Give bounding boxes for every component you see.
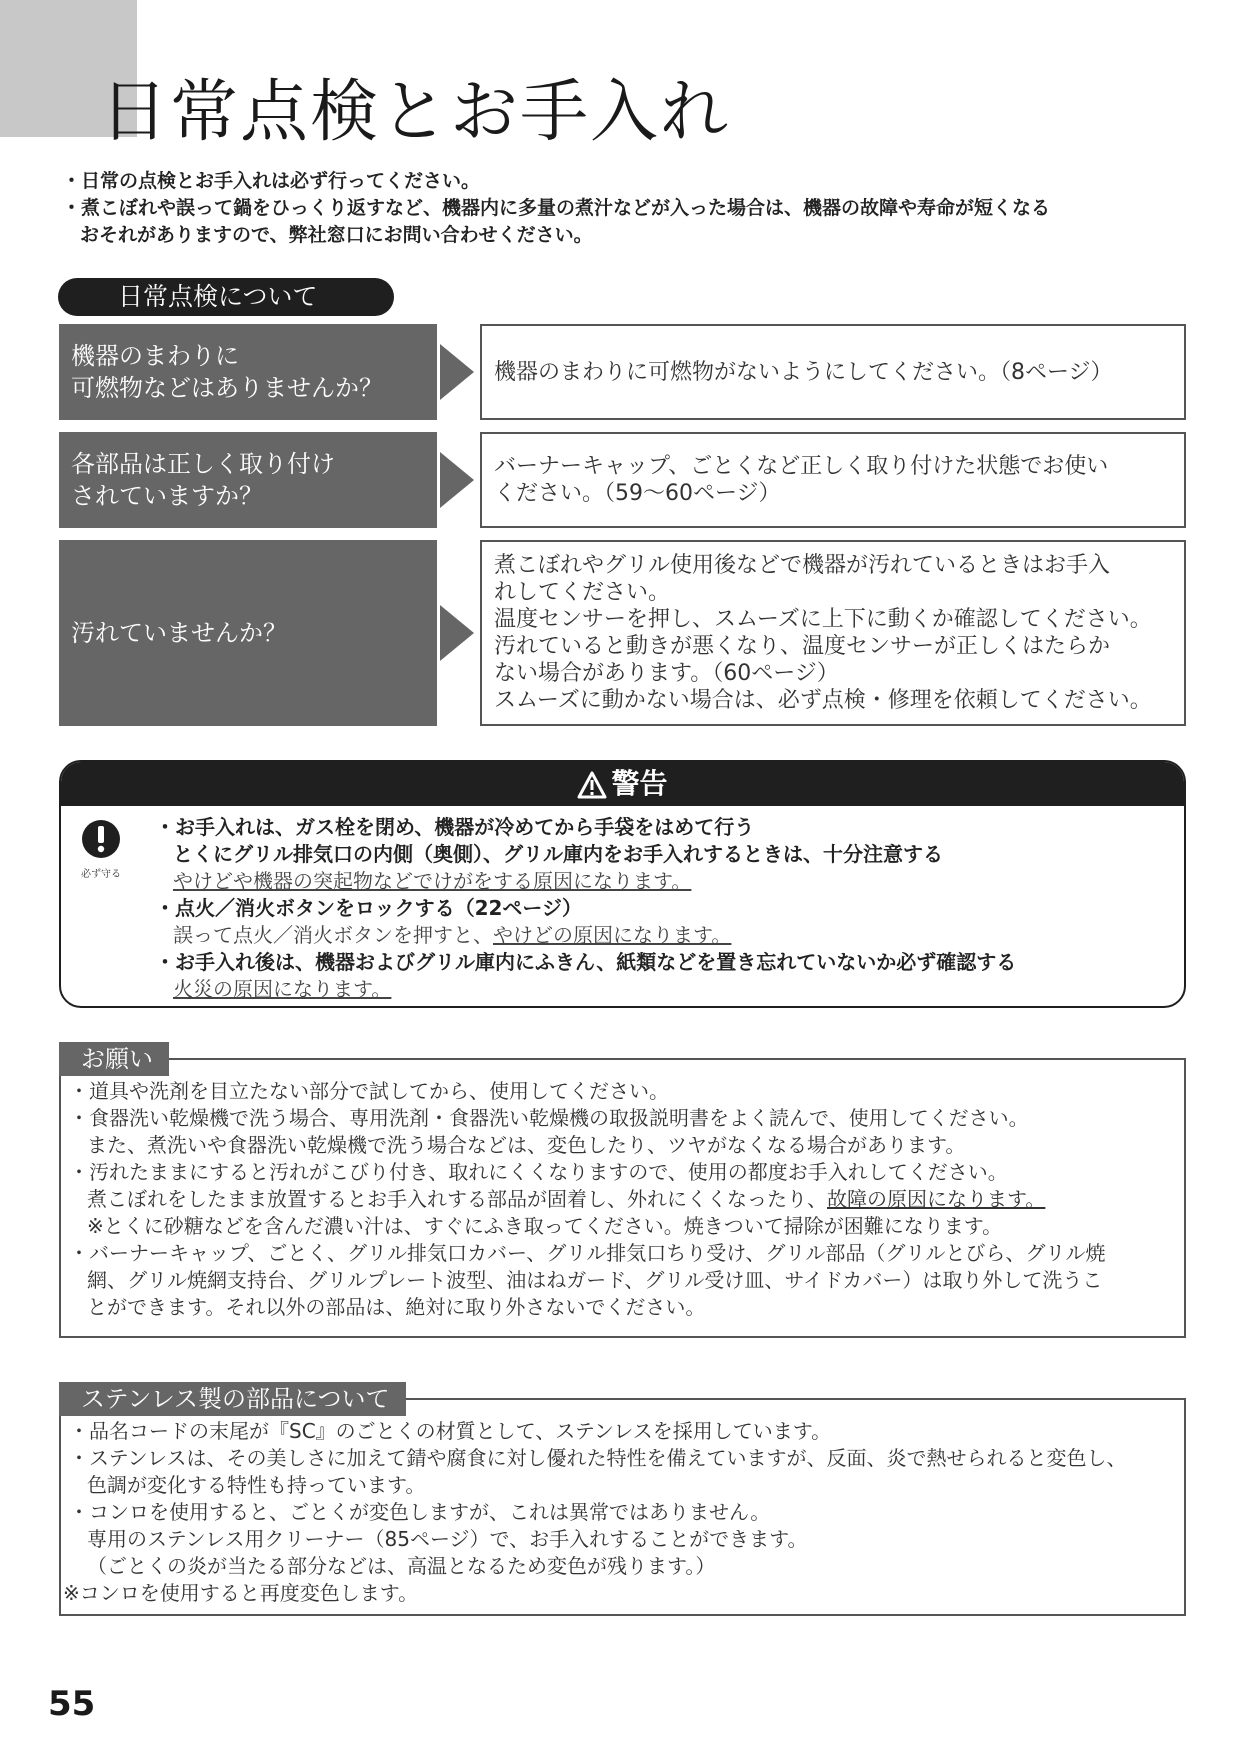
warning-note [155,976,1016,1003]
intro-line: ・日常の点検とお手入れは必ず行ってください。 [62,170,481,192]
answer-line: ない場合があります。（60ページ） [494,661,839,686]
intro-line: おそれがありますので、弊社窓口にお問い合わせください。 [80,224,593,246]
list-item: ・汚れたままにすると汚れがこびり付き、取れにくくなりますので、使用の都度お手入れしてください。 [69,1160,1008,1184]
answer-line: バーナーキャップ、ごとくなど正しく取り付けた状態でお使い [494,454,1109,479]
stuck-note-plain: 煮こぼれをしたまま放置するとお手入れする部品が固着し、外れにくくなったり、 [87,1187,827,1211]
exclamation-icon [81,819,121,859]
list-item: ・道具や洗剤を目立たない部分で試してから、使用してください。 [69,1079,669,1103]
warning-item: ・お手入れ後は、機器およびグリル庫内にふきん、紙類などを置き忘れていないか必ず確認する [155,950,1017,974]
section-rule [169,1058,1186,1060]
question-line: 汚れていませんか？ [71,619,287,647]
warning-header [61,762,1184,806]
check-answer [480,432,1186,528]
answer-line: れしてください。 [494,580,671,605]
arrow-right-icon [440,452,474,508]
warning-note-plain: 誤って点火／消火ボタンを押すと、 [173,923,493,947]
warning-note-underline: やけどの原因になります。 [493,923,732,947]
warning-note-underline: やけどや機器の突起物などでけがをする原因になります。 [173,869,692,893]
warning-body [155,814,1016,1003]
answer-line: ください。（59～60ページ） [494,481,781,506]
warning-title: 警告 [611,767,668,800]
list-item-cont: 専用のステンレス用クリーナー（85ページ）で、お手入れすることができます。 [87,1527,808,1551]
warning-item: ・点火／消火ボタンをロックする（22ページ） [155,896,583,920]
list-item-cont: ※とくに砂糖などを含んだ濃い汁は、すぐにふき取ってください。焼きついて掃除が困難になります。 [87,1214,1003,1238]
question-line: されていますか？ [71,482,263,510]
warning-note-underline: 火災の原因になります。 [173,977,392,1001]
must-follow-badge [79,819,123,880]
check-answer [480,540,1186,726]
daily-check-heading: 日常点検について [58,278,394,316]
stuck-note-underline: 故障の原因になります。 [827,1187,1046,1211]
list-item: ・食器洗い乾燥機で洗う場合、専用洗剤・食器洗い乾燥機の取扱説明書をよく読んで、使用してください。 [69,1106,1029,1130]
question-line: 機器のまわりに [71,342,239,370]
answer-line: 汚れていると動きが悪くなり、温度センサーが正しくはたらか [494,634,1111,659]
section-rule [406,1398,1186,1400]
answer-line: 機器のまわりに可燃物がないようにしてください。（8ページ） [494,359,1113,385]
intro-line: ・煮こぼれや誤って鍋をひっくり返すなど、機器内に多量の煮汁などが入った場合は、機器の故障や寿命が短くなる [62,197,1051,219]
request-list [69,1078,1174,1321]
list-item-cont: とができます。それ以外の部品は、絶対に取り外さないでください。 [87,1295,706,1319]
request-heading: お願い [59,1042,169,1076]
list-item-cont: （ごとくの炎が当たる部分などは、高温となるため変色が残ります。） [87,1554,716,1578]
check-question [59,540,437,726]
answer-line: 温度センサーを押し、スムーズに上下に動くか確認してください。 [494,607,1152,632]
must-follow-label: 必ず守る [81,869,121,880]
stainless-heading: ステンレス製の部品について [59,1382,406,1416]
answer-line: 煮こぼれやグリル使用後などで機器が汚れているときはお手入 [494,553,1111,578]
list-item: ・品名コードの末尾が『SC』のごとくの材質として、ステンレスを採用しています。 [69,1419,832,1443]
warning-box [59,760,1186,1008]
warning-item: ・お手入れは、ガス栓を閉め、機器が冷めてから手袋をはめて行う [155,815,755,839]
check-question [59,432,437,528]
warning-note [155,868,1016,895]
list-item-cont: また、煮洗いや食器洗い乾燥機で洗う場合などは、変色したり、ツヤがなくなる場合があります。 [87,1133,966,1157]
warning-item: とくにグリル排気口の内側（奥側）、グリル庫内をお手入れするときは、十分注意する [173,842,943,866]
check-answer [480,324,1186,420]
list-item: ※コンロを使用すると再度変色します。 [63,1581,419,1605]
check-question [59,324,437,420]
list-item: ・バーナーキャップ、ごとく、グリル排気口カバー、グリル排気口ちり受け、グリル部品（グリルとびら、グリル焼 [69,1241,1106,1265]
list-item: ・ステンレスは、その美しさに加えて錆や腐食に対し優れた特性を備えていますが、反面、炎で熱せられると変色し、 [69,1446,1127,1470]
arrow-right-icon [440,344,474,400]
list-item-cont [69,1186,1174,1213]
answer-line: スムーズに動かない場合は、必ず点検・修理を依頼してください。 [494,688,1152,713]
page-title: 日常点検とお手入れ [100,73,731,152]
list-item-cont: 色調が変化する特性も持っています。 [87,1473,426,1497]
warning-note [155,922,1016,949]
question-line: 各部品は正しく取り付け [71,450,335,478]
intro-notes [62,168,1182,249]
warning-triangle-icon [577,771,607,799]
stainless-list [63,1418,1174,1607]
question-line: 可燃物などはありませんか？ [71,374,383,402]
list-item-cont: 網、グリル焼網支持台、グリルプレート波型、油はねガード、グリル受け皿、サイドカバー）は取り外して洗うこ [87,1268,1103,1292]
arrow-right-icon [440,605,474,661]
list-item: ・コンロを使用すると、ごとくが変色しますが、これは異常ではありません。 [69,1500,771,1524]
page-number: 55 [48,1684,96,1724]
